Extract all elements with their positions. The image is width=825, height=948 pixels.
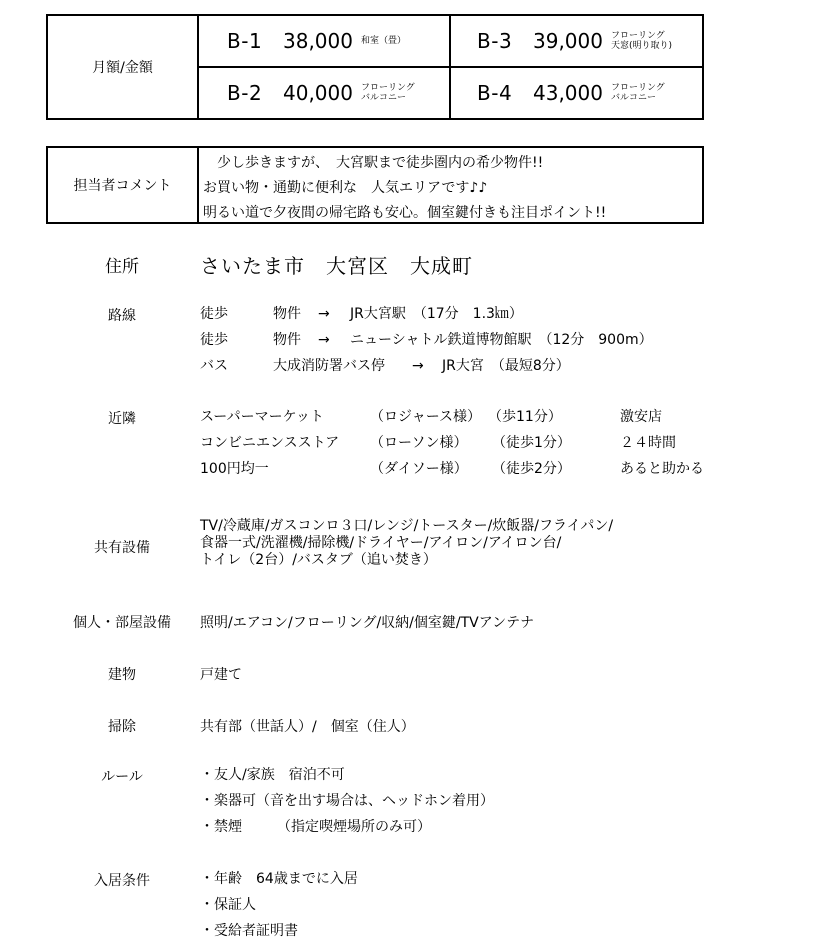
route-to: JR大宮駅 （17分 1.3㎞）: [350, 306, 523, 322]
comment-table-header: 担当者コメント: [48, 148, 199, 222]
address-label: 住所: [105, 257, 139, 277]
condition-item: ・受給者証明書: [200, 923, 298, 939]
nearby-note: あると助かる: [620, 461, 704, 477]
route-item: [200, 327, 760, 353]
nearby-store: （ダイソー様）: [370, 461, 468, 477]
room-note-line: 天窓(明り取り): [610, 41, 673, 51]
nearby-name: スーパーマーケット: [200, 409, 324, 425]
address-value: さいたま市 大宮区 大成町: [200, 254, 473, 278]
room-note-line: バルコニー: [360, 93, 406, 103]
shared-list: [200, 518, 613, 569]
nearby-time: （徒歩1分）: [492, 435, 571, 451]
room-note: [361, 36, 406, 46]
route-item: [200, 353, 760, 379]
conditions-list: [200, 866, 358, 944]
room-note-line: 和室（畳）: [360, 36, 406, 46]
room-note-line: バルコニー: [610, 93, 656, 103]
route-to: JR大宮 （最短8分）: [442, 358, 570, 374]
arrow-icon: →: [318, 332, 330, 348]
personal-label: 個人・部屋設備: [73, 615, 171, 631]
route-mode: 徒歩: [200, 332, 228, 348]
route-list: [200, 301, 760, 379]
room-cell-b3: [451, 16, 702, 68]
shared-line: TV/冷蔵庫/ガスコンロ３口/レンジ/トースター/炊飯器/フライパン/: [200, 518, 614, 534]
room-cell-b1: [199, 16, 451, 68]
route-to: ニューシャトル鉄道博物館駅 （12分 900m）: [350, 332, 653, 348]
room-note-line: フローリング: [610, 83, 665, 93]
route-from: 物件: [273, 332, 301, 348]
nearby-time: （徒歩2分）: [492, 461, 571, 477]
route-from: 物件: [273, 306, 301, 322]
rules-label: ルール: [101, 769, 143, 785]
comment-line: 少し歩きますが、 大宮駅まで徒歩圏内の希少物件!!: [203, 155, 544, 171]
rule-item: ・禁煙 （指定喫煙場所のみ可）: [200, 819, 431, 835]
comment-table: [46, 146, 704, 224]
room-note: [611, 31, 672, 51]
room-id: B-2: [227, 81, 263, 105]
nearby-list: [200, 404, 800, 482]
comment-line: お買い物・通勤に便利な 人気エリアです♪♪: [203, 180, 488, 196]
nearby-item: [200, 430, 800, 456]
nearby-item: [200, 404, 800, 430]
nearby-name: 100円均一: [200, 461, 269, 477]
room-note-line: フローリング: [610, 31, 665, 41]
arrow-icon: →: [318, 306, 330, 322]
nearby-time: （歩11分）: [488, 409, 562, 425]
nearby-store: （ローソン様）: [370, 435, 468, 451]
conditions-label: 入居条件: [94, 873, 150, 889]
room-price: 39,000: [533, 29, 603, 53]
price-table: [46, 14, 704, 120]
condition-item: ・保証人: [200, 897, 256, 913]
personal-value: 照明/エアコン/フローリング/収納/個室鍵/TVアンテナ: [200, 615, 535, 631]
comment-line: 明るい道で夕夜間の帰宅路も安心。個室鍵付きも注目ポイント!!: [203, 205, 607, 221]
building-value: 戸建て: [200, 667, 242, 683]
room-note-line: フローリング: [360, 83, 415, 93]
rule-item: ・楽器可（音を出す場合は、ヘッドホン着用）: [200, 793, 494, 809]
room-price: 38,000: [283, 29, 353, 53]
route-label: 路線: [108, 308, 136, 324]
room-price: 43,000: [533, 81, 603, 105]
room-id: B-1: [227, 29, 263, 53]
cleaning-value: 共有部（世話人）/ 個室（住人）: [200, 719, 415, 735]
arrow-icon: →: [412, 358, 424, 374]
condition-item: ・年齢 64歳までに入居: [200, 871, 358, 887]
route-item: [200, 301, 760, 327]
room-cell-b4: [451, 68, 702, 118]
room-price: 40,000: [283, 81, 353, 105]
room-note: [611, 83, 665, 103]
comment-body: [199, 148, 702, 222]
nearby-name: コンビニエンスストア: [200, 435, 340, 451]
shared-line: トイレ（2台）/バスタブ（追い焚き）: [200, 552, 437, 568]
room-note: [361, 83, 415, 103]
nearby-store: （ロジャース様）: [370, 409, 482, 425]
nearby-note: ２４時間: [620, 435, 676, 451]
building-label: 建物: [108, 667, 136, 683]
rules-list: [200, 762, 494, 840]
nearby-item: [200, 456, 800, 482]
nearby-note: 激安店: [620, 409, 662, 425]
shared-line: 食器一式/洗濯機/掃除機/ドライヤー/アイロン/アイロン台/: [200, 535, 562, 551]
rule-item: ・友人/家族 宿泊不可: [200, 767, 345, 783]
route-mode: 徒歩: [200, 306, 228, 322]
cleaning-label: 掃除: [108, 719, 136, 735]
price-table-header: 月額/金額: [48, 16, 199, 118]
room-id: B-3: [477, 29, 513, 53]
route-from: 大成消防署バス停: [273, 358, 385, 374]
route-mode: バス: [200, 358, 228, 374]
room-id: B-4: [477, 81, 513, 105]
nearby-label: 近隣: [108, 411, 136, 427]
room-cell-b2: [199, 68, 451, 118]
shared-label: 共有設備: [94, 540, 150, 556]
